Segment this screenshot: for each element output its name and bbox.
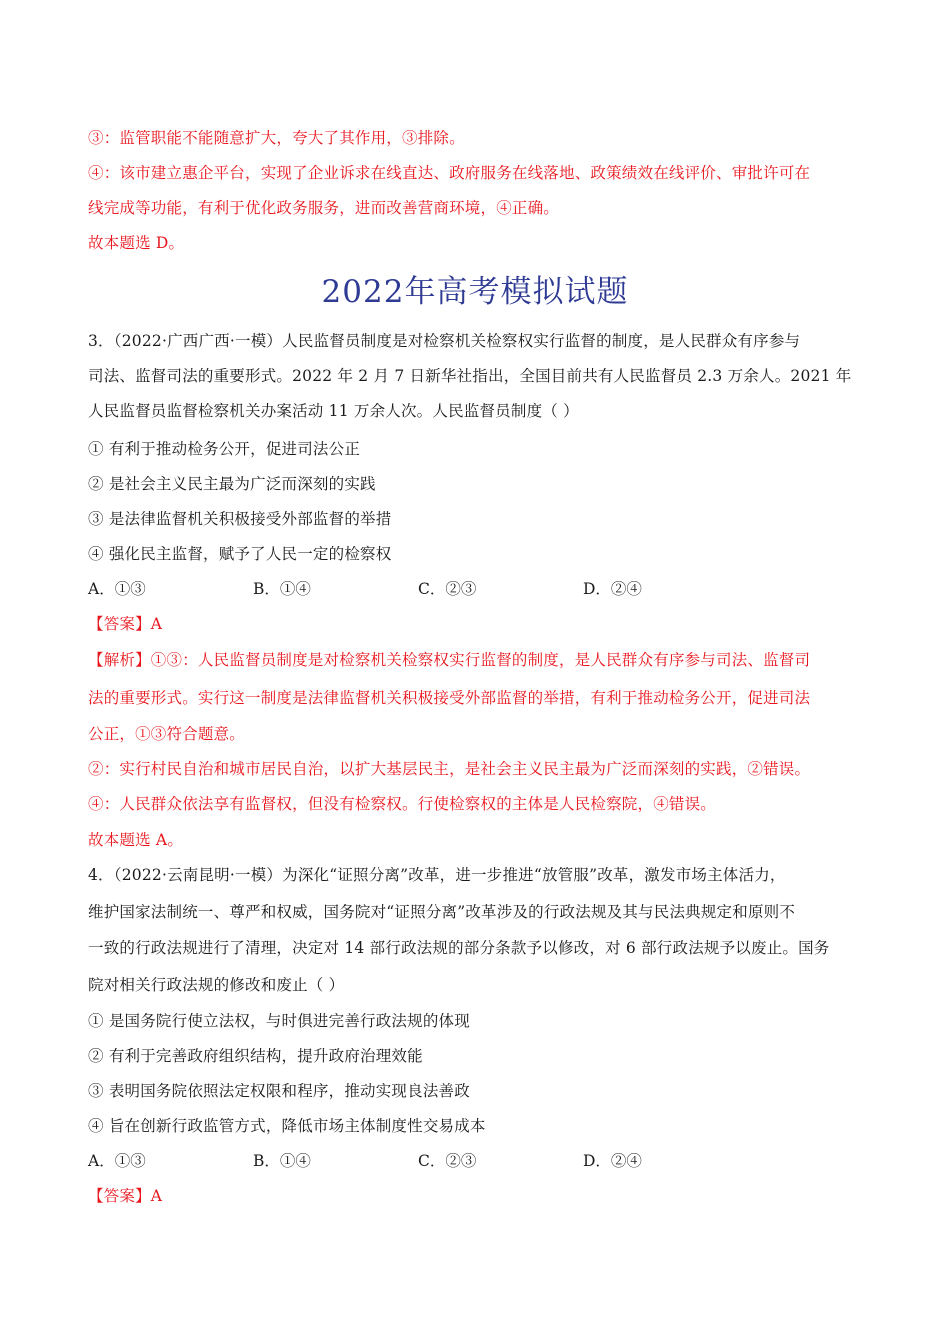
q3-answer: 【答案】A xyxy=(88,615,163,633)
prev-conclusion: 故本题选 D。 xyxy=(88,234,185,252)
q4-answer: 【答案】A xyxy=(88,1187,163,1205)
q4-option-c: C．②③ xyxy=(418,1152,477,1170)
q4-option-b: B．①④ xyxy=(253,1152,311,1170)
q3-option-a: A．①③ xyxy=(88,580,146,598)
q4-option-a: A．①③ xyxy=(88,1152,146,1170)
q3-option-c: C．②③ xyxy=(418,580,477,598)
q4-stem-line-4: 院对相关行政法规的修改和废止（ ） xyxy=(88,976,345,994)
q3-conclusion: 故本题选 A。 xyxy=(88,831,184,849)
q4-statement-3: ③ 表明国务院依照法定权限和程序，推动实现良法善政 xyxy=(88,1082,470,1100)
q4-statement-4: ④ 旨在创新行政监管方式，降低市场主体制度性交易成本 xyxy=(88,1117,486,1135)
q3-analysis-line-1: 【解析】①③：人民监督员制度是对检察机关检察权实行监督的制度，是人民群众有序参与司法、监督司 xyxy=(88,651,811,669)
q3-option-b: B．①④ xyxy=(253,580,311,598)
q3-statement-3: ③ 是法律监督机关积极接受外部监督的举措 xyxy=(88,510,392,528)
q4-statement-1: ① 是国务院行使立法权，与时俱进完善行政法规的体现 xyxy=(88,1012,470,1030)
q4-stem-line-3: 一致的行政法规进行了清理，决定对 14 部行政法规的部分条款予以修改，对 6 部行政法规予以废止。国务 xyxy=(88,939,830,957)
q3-stem-line-2: 司法、监督司法的重要形式。2022 年 2 月 7 日新华社指出，全国目前共有人民监督员 2.3 万余人。2021 年 xyxy=(88,367,852,385)
q3-statement-1: ① 有利于推动检务公开，促进司法公正 xyxy=(88,440,361,458)
q3-stem-line-1: 3．（2022·广西广西·一模）人民监督员制度是对检察机关检察权实行监督的制度，是人民群众有序参与 xyxy=(88,332,801,350)
q3-statement-4: ④ 强化民主监督，赋予了人民一定的检察权 xyxy=(88,545,392,563)
q3-options xyxy=(88,579,868,599)
q4-stem-line-1: 4．（2022·云南昆明·一模）为深化“证照分离”改革，进一步推进“放管服”改革，激发市场主体活力， xyxy=(88,866,786,884)
q3-analysis-line-5: ④：人民群众依法享有监督权，但没有检察权。行使检察权的主体是人民检察院，④错误。 xyxy=(88,795,717,813)
q4-statement-2: ② 有利于完善政府组织结构，提升政府治理效能 xyxy=(88,1047,423,1065)
q3-statement-2: ② 是社会主义民主最为广泛而深刻的实践 xyxy=(88,475,376,493)
q3-option-d: D．②④ xyxy=(583,580,642,598)
prev-analysis-line-2: ④：该市建立惠企平台，实现了企业诉求在线直达、政府服务在线落地、政策绩效在线评价、审批许可在 xyxy=(88,164,811,182)
prev-analysis-line-3: 线完成等功能，有利于优化政务服务，进而改善营商环境，④正确。 xyxy=(88,199,560,217)
prev-analysis-line-1: ③：监管职能不能随意扩大，夸大了其作用，③排除。 xyxy=(88,129,465,147)
q3-analysis-line-4: ②：实行村民自治和城市居民自治，以扩大基层民主，是社会主义民主最为广泛而深刻的实践，②错误。 xyxy=(88,760,811,778)
q3-analysis-line-3: 公正，①③符合题意。 xyxy=(88,725,246,743)
q4-options xyxy=(88,1151,868,1171)
q3-stem-line-3: 人民监督员监督检察机关办案活动 11 万余人次。人民监督员制度（ ） xyxy=(88,402,579,420)
q3-analysis-line-2: 法的重要形式。实行这一制度是法律监督机关积极接受外部监督的举措，有利于推动检务公开，促进司法 xyxy=(88,689,811,707)
section-title: 2022年高考模拟试题 xyxy=(321,274,629,310)
q4-stem-line-2: 维护国家法制统一、尊严和权威，国务院对“证照分离”改革涉及的行政法规及其与民法典规定和原则不 xyxy=(88,903,796,921)
q4-option-d: D．②④ xyxy=(583,1152,642,1170)
